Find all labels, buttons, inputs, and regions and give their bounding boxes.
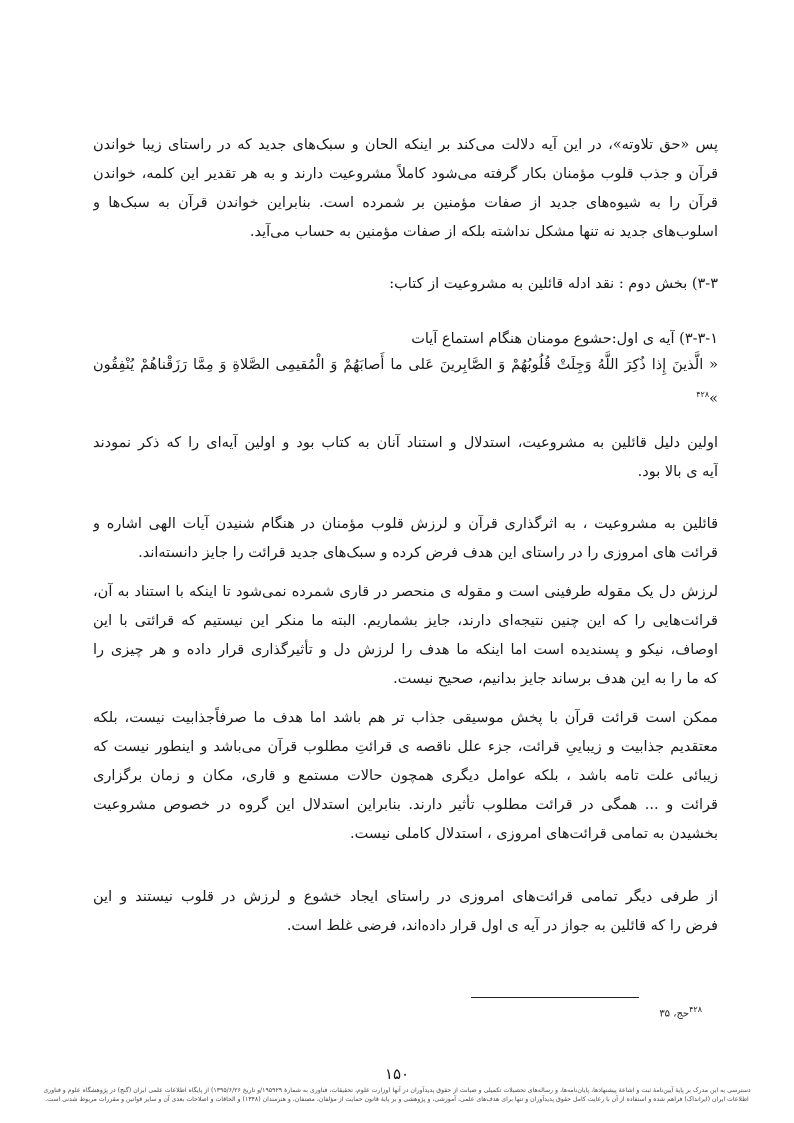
paragraph-line: ممکن است قرائت قرآن با پخش موسیقی جذاب تر هم باشد اما هدف ما صرفاًجذابیت نیست، بلکه [93,710,718,726]
verse-close [93,380,718,414]
paragraph-line: قرائت و ... همگی در قرائت مطلوب تأثیر دارند. بنابراین استدلال این گروه در خصوص مشروعیت [93,797,718,813]
paragraph-line: اوصاف، نیکو و پسندیده است اما اینکه ما هدف را لرزش دل و تأثیرگذاری قرار داده و هر چیزی را [93,642,718,658]
paragraph-line: که ما را به این هدف برساند جایز بدانیم، صحیح نیست. [393,671,718,687]
paragraph-line: از طرفی دیگر تمامی قرائت‌های امروزی در راستای ایجاد خشوع و لرزش در قلوب نیستند و این [93,889,718,905]
section-heading [93,270,718,299]
paragraph-line: قرائت‌هایی را که این چنین نتیجه‌ای دارند، جایز بشماریم. البته ما منکر این نیستیم که قرائتی با این [93,613,718,629]
footnote-text: حج، ۳۵ [659,1008,690,1020]
paragraph-line: فرض را که قائلین به جواز در آیه ی اول قرار داده‌اند، فرضی غلط است. [286,918,718,934]
section-heading-text: ۳-۳) بخش دوم : نقد ادله قائلین به مشروعیت از کتاب: [389,276,718,292]
paragraph-line: پس «حق تلاوته»، در این آیه دلالت می‌کند بر اینکه الحان و سبک‌های جدید که در راستای زیبا خواندن [93,137,718,153]
footnote-separator [471,997,639,998]
paragraph-line: اولین دلیل قائلین به مشروعیت، استدلال و استناد آنان به کتاب بود و اولین آیه‌ای را که ذکر نمودند [93,435,718,451]
quran-verse [93,351,718,414]
paragraph-line: لرزش دل یک مقوله طرفینی است و مقوله ی منحصر در قاری شمرده نمی‌شود تا اینکه با استناد به آن، [93,584,718,600]
paragraph-line: اسلوب‌های جدید نه تنها مشکل نداشته بلکه از صفات مؤمنین به حساب می‌آید. [249,224,718,240]
paragraph-line: معتقدیم جذابیت و زیباییِ قرائت، جزء علل ناقصه ی قرائتِ مطلوب قرآن می‌باشد و اینطور نیست که [93,739,718,755]
copyright-notice-line: دسترسی به این مدرک بر پایهٔ آیین‌نامهٔ ثبت و اشاعهٔ پیشنهادها، پایان‌نامه‌ها، و رساله‌های تحصیلات تکمیلی و صیانت از حقوق پدیدآوران در آنها (وزارت علوم، تحقیقات، فناوری به شمارهٔ ۱۹۵۹۲۹/و تاریخ ۱۳۹۵/۶/۲۶) از پایگاه اطلاعات علمی ایران (گنج) در پژوهشگاه علوم و فناوری [43,1087,751,1094]
copyright-notice [6,1086,788,1104]
paragraph-4 [93,578,718,694]
subsection-heading [93,325,718,354]
paragraph-line: قرآن و جذب قلوب مؤمنان بکار گرفته می‌شود کاملاً مشروعیت دارند و به هر تقدیر این کلمه، خواندن [93,166,718,182]
paragraph-line: قرآن را به شیوه‌های جدید از صفات مؤمنین بر شمرده است. بنابراین خواندن قرآن به سبک‌ها و [93,195,718,211]
page-number: ۱۵۰ [384,1065,410,1083]
paragraph-2 [93,429,718,487]
paragraph-line: آیه ی بالا بود. [637,464,718,480]
subsection-heading-text: ۳-۳-۱) آیه ی اول:حشوع مومنان هنگام استماع آیات [411,331,718,347]
paragraph-line: بخشیدن به تمامی قرائت‌های امروزی ، استدلال کاملی نیست. [350,826,718,842]
verse-close-bracket: » [709,390,718,407]
paragraph-1 [93,131,718,247]
footnote-number: ۴۲۸ [689,1005,702,1014]
verse-text: « الَّذینَ إِذا ذُکِرَ اللَّهُ وَجِلَتْ قُلُوبُهُمْ وَ الصَّابِرینَ عَلی‏ ما أَصابَهُمْ وَ الْمُقیمِی الصَّلاةِ وَ مِمَّا رَزَقْناهُمْ یُنْفِقُون [93,357,718,373]
copyright-notice-line: اطلاعات ایران (ایرانداک) فراهم شده و استفاده از آن با رعایت کامل حقوق پدیدآوران و تنها برای هدف‌های علمی، آموزشی، و پژوهشی و بر پایهٔ قانون حمایت از مؤلفان، مصنفان، و هنرمندان (۱۳۴۸) و الحاقات و اصلاحات بعدی آن و سایر قوانین و مقررات مربوط شدنی است. [45,1096,749,1103]
paragraph-line: زیبائی علت تامه باشد ، بلکه عوامل دیگری همچون حالات مستمع و قاری، مکان و زمان برگزاری [93,768,718,784]
footnote [659,1005,702,1019]
paragraph-5 [93,704,718,849]
paragraph-line: قرائت های امروزی را در راستای این هدف فرض کرده و سبک‌های جدید قرائت را جایز دانسته‌اند. [138,545,718,561]
paragraph-line: قائلین به مشروعیت ، به اثرگذاری قرآن و لرزش قلوب مؤمنان در هنگام شنیدن آیات الهی اشاره و [93,516,718,532]
paragraph-3 [93,510,718,568]
paragraph-6 [93,883,718,941]
footnote-reference: ۴۲۸ [696,390,710,399]
